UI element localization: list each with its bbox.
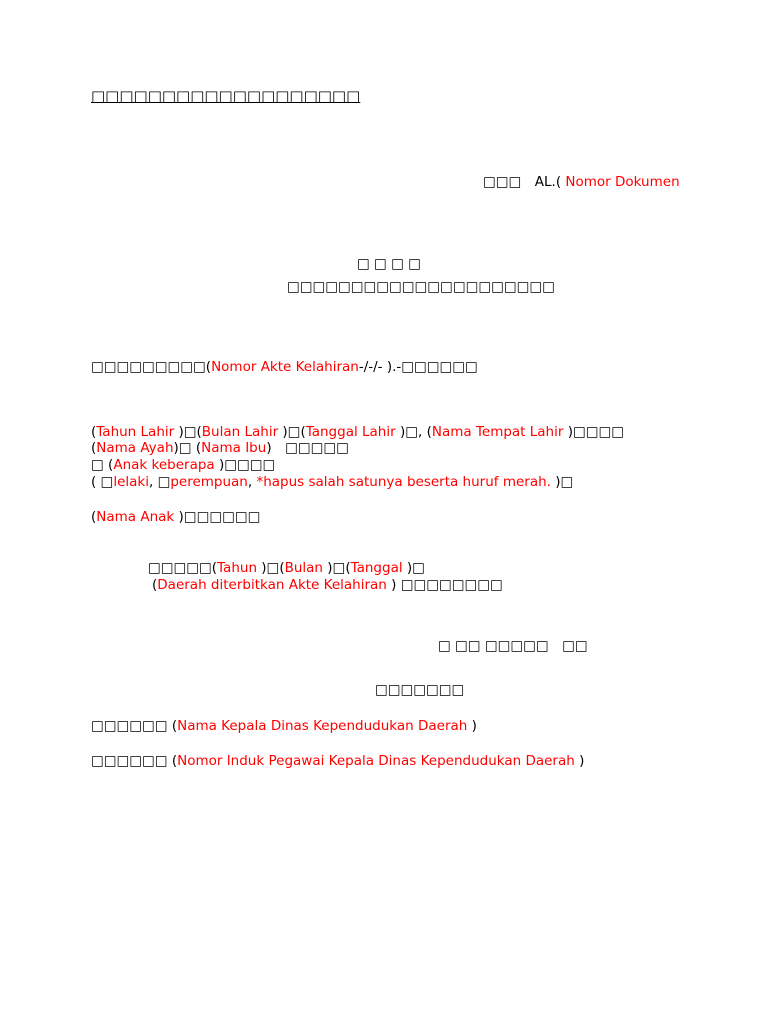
parents-p3: ) □□□□□ — [266, 440, 349, 456]
sign-date: □ □□ □□□□□ □□ — [438, 638, 588, 654]
nip-prefix: □□□□□□ ( — [91, 753, 178, 769]
birth-p4: )□, ( — [395, 424, 432, 440]
parents-p1: ( — [91, 440, 97, 456]
nama-anak: Nama Anak — [96, 509, 175, 525]
anak-keberapa: Anak keberapa — [113, 457, 215, 473]
issue-tanggal: Tanggal — [350, 560, 403, 576]
akte-number-value: Nomor Akte Kelahiran — [211, 359, 359, 375]
place-p2: ) □□□□□□□□ — [386, 577, 503, 593]
title-line-2: □□□□□□□□□□□□□□□□□□□□□ — [287, 279, 555, 295]
issue-p4: )□ — [402, 560, 425, 576]
birth-p1: ( — [91, 424, 97, 440]
name-prefix: □□□□□□ ( — [91, 718, 178, 734]
tanggal-lahir: Tanggal Lahir — [305, 424, 396, 440]
issue-place-line — [152, 577, 503, 594]
parents-p2: )□ ( — [173, 440, 202, 456]
name-suffix: ) — [467, 718, 477, 734]
gender-p3: , — [247, 474, 257, 490]
place-p1: ( — [152, 577, 158, 593]
birth-p5: )□□□□ — [563, 424, 625, 440]
issue-bulan: Bulan — [284, 560, 323, 576]
child-name-p1: ( — [91, 509, 97, 525]
child-order-p2: )□□□□ — [214, 457, 276, 473]
official-nip-line — [91, 753, 584, 770]
gender-line — [91, 474, 573, 491]
nip-suffix: ) — [574, 753, 585, 769]
tempat-lahir: Nama Tempat Lahir — [431, 424, 564, 440]
birth-p3: )□( — [278, 424, 306, 440]
child-order-p1: □ ( — [91, 457, 114, 473]
gender-p4: )□ — [550, 474, 574, 490]
document-heading: □□□□□□□□□□□□□□□□□□□ — [91, 87, 361, 105]
title-line-1: □ □ □ □ — [357, 256, 421, 272]
issue-tahun: Tahun — [217, 560, 257, 576]
akte-suffix: -/-/- ).-□□□□□□ — [358, 359, 478, 375]
parents-line — [91, 440, 349, 457]
child-name-p2: )□□□□□□ — [174, 509, 261, 525]
birth-p2: )□( — [174, 424, 202, 440]
official-name-line — [91, 718, 477, 735]
doc-number-prefix: □□□ AL.( — [483, 174, 562, 190]
nip-kepala-dinas: Nomor Induk Pegawai Kepala Dinas Kependudukan Daerah — [177, 753, 575, 769]
gender-male: lelaki — [113, 474, 149, 490]
child-order-line — [91, 457, 275, 474]
daerah-terbit: Daerah diterbitkan Akte Kelahiran — [157, 577, 387, 593]
gender-note: *hapus salah satunya beserta huruf merah. — [256, 474, 551, 490]
official-title: □□□□□□□ — [375, 682, 465, 698]
gender-p1: ( □ — [91, 474, 114, 490]
bulan-lahir: Bulan Lahir — [201, 424, 279, 440]
doc-number-value: Nomor Dokumen — [565, 174, 680, 190]
issue-p2: )□( — [257, 560, 285, 576]
issue-p1: □□□□□( — [148, 560, 218, 576]
akte-prefix: □□□□□□□□□( — [91, 359, 212, 375]
document-number — [483, 174, 680, 191]
issue-date-line — [148, 560, 425, 577]
birth-date-line — [91, 424, 624, 441]
tahun-lahir: Tahun Lahir — [96, 424, 175, 440]
issue-p3: )□( — [323, 560, 351, 576]
gender-p2: , □ — [148, 474, 171, 490]
nama-ayah: Nama Ayah — [96, 440, 174, 456]
gender-female: perempuan — [170, 474, 248, 490]
child-name-line — [91, 509, 260, 526]
nama-ibu: Nama Ibu — [201, 440, 267, 456]
nama-kepala-dinas: Nama Kepala Dinas Kependudukan Daerah — [177, 718, 468, 734]
akte-number-line — [91, 359, 478, 376]
